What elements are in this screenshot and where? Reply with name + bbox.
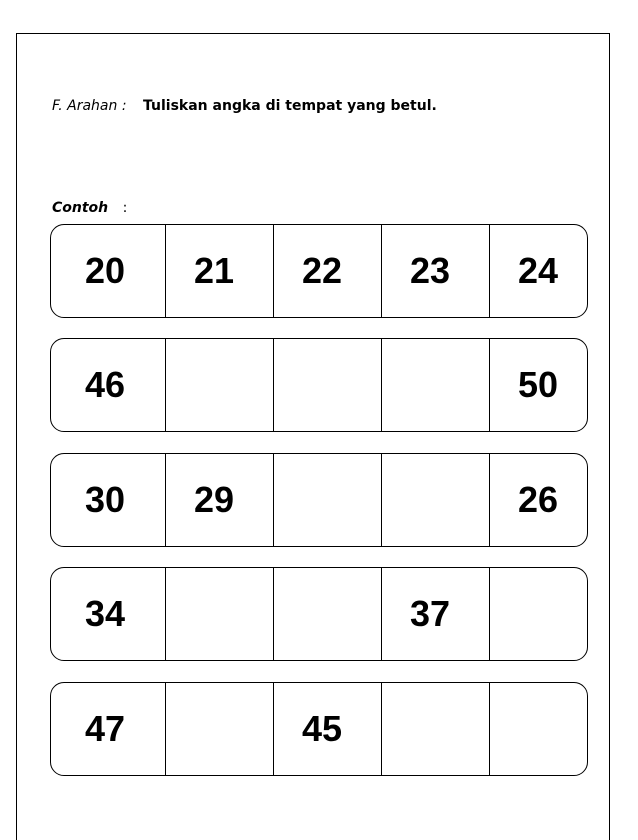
answer-cell[interactable]	[165, 683, 273, 775]
number-cell: 50	[489, 339, 588, 431]
answer-cell[interactable]	[381, 339, 489, 431]
number-cell: 21	[165, 225, 273, 317]
number-cell: 22	[273, 225, 381, 317]
number-row-3	[50, 567, 588, 661]
instruction	[52, 96, 437, 116]
answer-cell[interactable]	[381, 454, 489, 546]
number-cell: 24	[489, 225, 588, 317]
number-row-4	[50, 682, 588, 776]
number-cell: 34	[85, 593, 126, 634]
answer-cell[interactable]	[489, 683, 588, 775]
number-cell: 20	[85, 250, 126, 291]
answer-cell[interactable]	[489, 568, 588, 660]
number-cell: 45	[273, 683, 381, 775]
number-row-1	[50, 338, 588, 432]
number-cell: 47	[85, 708, 126, 749]
number-cell: 26	[489, 454, 588, 546]
number-cell: 30	[85, 479, 126, 520]
example-colon: :	[122, 200, 128, 216]
number-row-2	[50, 453, 588, 547]
number-cell: 37	[381, 568, 489, 660]
example-word: Contoh	[52, 200, 109, 216]
answer-cell[interactable]	[273, 454, 381, 546]
instruction-label: F. Arahan :	[52, 98, 127, 114]
answer-cell[interactable]	[165, 339, 273, 431]
answer-cell[interactable]	[381, 683, 489, 775]
number-row-example	[50, 224, 588, 318]
example-label	[52, 198, 127, 218]
answer-cell[interactable]	[273, 568, 381, 660]
number-cell: 46	[85, 364, 126, 405]
number-cell: 29	[165, 454, 273, 546]
answer-cell[interactable]	[165, 568, 273, 660]
instruction-text: Tuliskan angka di tempat yang betul.	[143, 98, 437, 114]
answer-cell[interactable]	[273, 339, 381, 431]
number-cell: 23	[381, 225, 489, 317]
